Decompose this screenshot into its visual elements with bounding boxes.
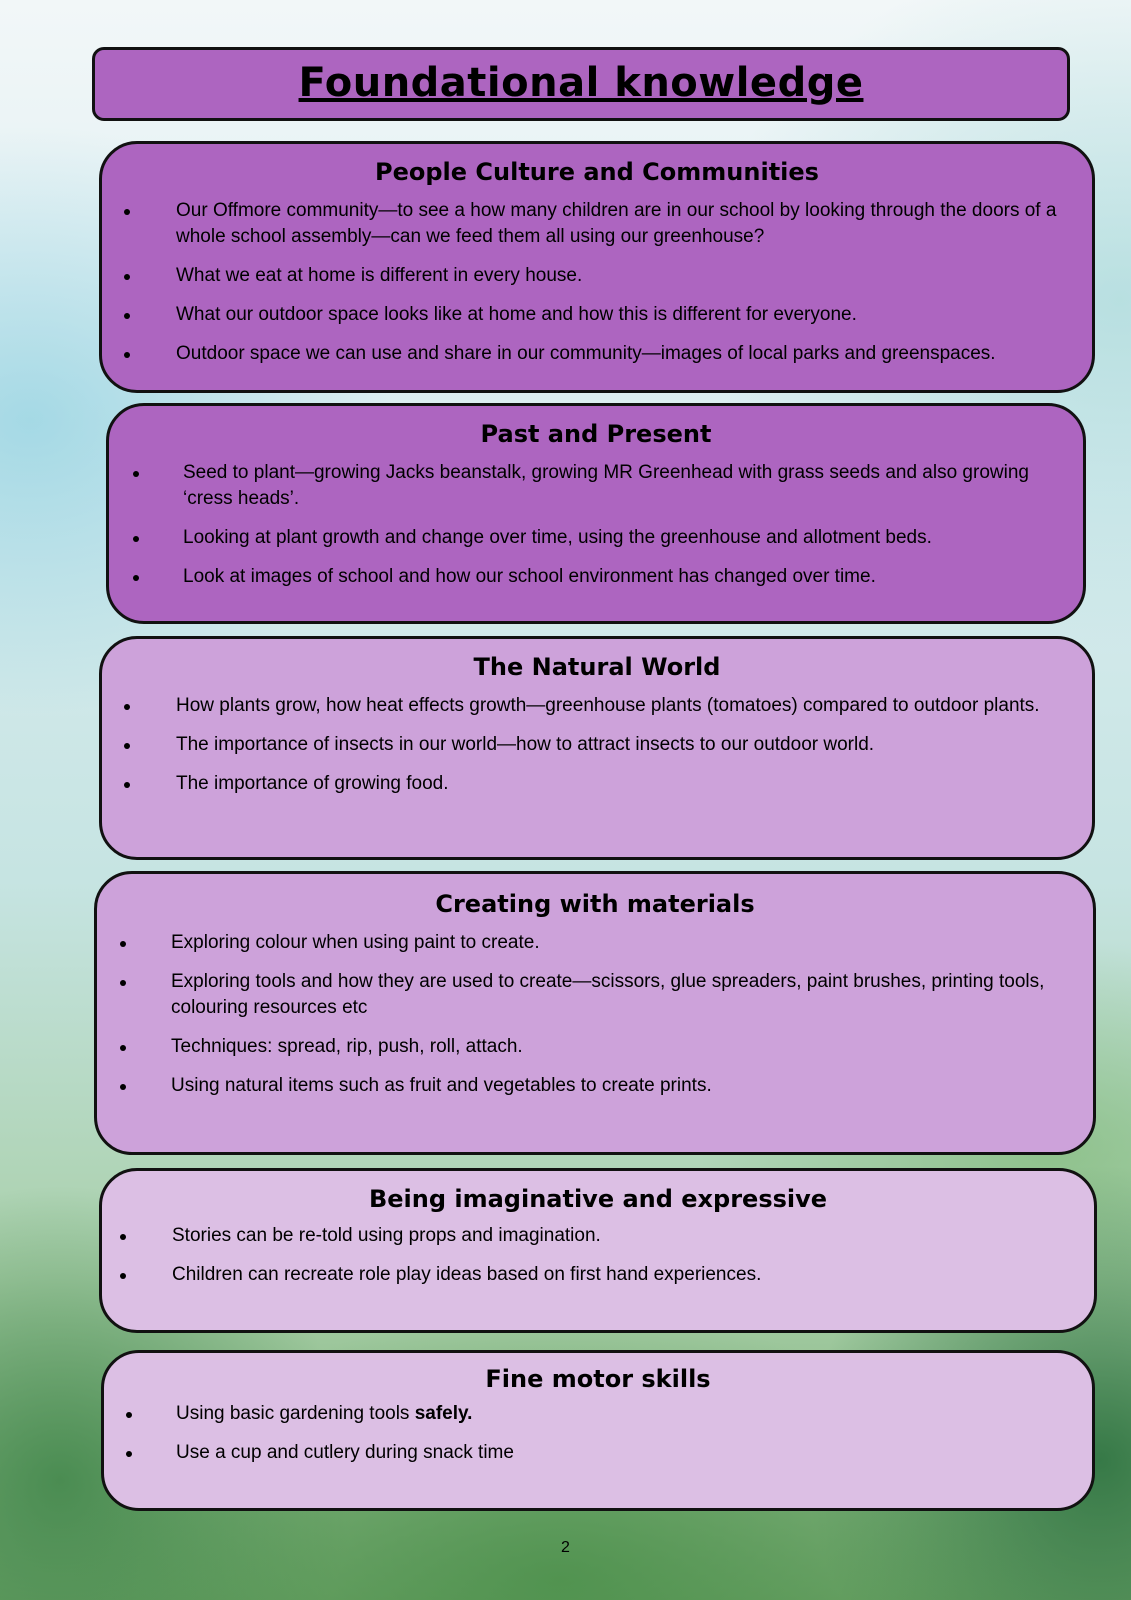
list-item: Techniques: spread, rip, push, roll, attach.	[171, 1034, 1063, 1060]
list-item: The importance of growing food.	[176, 771, 1062, 797]
list-item: Look at images of school and how our school environment has changed over time.	[183, 564, 1053, 590]
section-heading: Past and Present	[480, 420, 712, 448]
page-number: 2	[561, 1539, 570, 1556]
page-title: Foundational knowledge	[298, 60, 864, 106]
section-people-culture	[99, 141, 1095, 393]
list-item: Exploring tools and how they are used to create—scissors, glue spreaders, paint brushes, printing tools, colouring resources etc	[171, 969, 1063, 1021]
bullet-list	[176, 1401, 1062, 1466]
emphasis-text: safely.	[414, 1403, 473, 1424]
section-creating-materials	[94, 871, 1096, 1155]
section-heading: Being imaginative and expressive	[368, 1185, 828, 1213]
section-fine-motor	[101, 1350, 1095, 1511]
title-banner	[92, 47, 1070, 121]
bullet-list	[183, 460, 1053, 590]
section-heading: Fine motor skills	[485, 1365, 711, 1393]
list-item: Stories can be re-told using props and imagination.	[172, 1223, 1064, 1249]
list-item: Seed to plant—growing Jacks beanstalk, growing MR Greenhead with grass seeds and also growing ‘cress heads’.	[183, 460, 1053, 512]
section-heading: The Natural World	[473, 653, 721, 681]
list-item: The importance of insects in our world—how to attract insects to our outdoor world.	[176, 732, 1062, 758]
list-item: Outdoor space we can use and share in our community—images of local parks and greenspaces.	[176, 341, 1062, 367]
list-item: What we eat at home is different in every house.	[176, 263, 1062, 289]
list-item: Children can recreate role play ideas based on first hand experiences.	[172, 1262, 1064, 1288]
list-item: What our outdoor space looks like at home and how this is different for everyone.	[176, 302, 1062, 328]
list-item: Looking at plant growth and change over time, using the greenhouse and allotment beds.	[183, 525, 1053, 551]
section-heading: Creating with materials	[435, 890, 755, 918]
bullet-list	[176, 198, 1062, 367]
list-item: Our Offmore community—to see a how many children are in our school by looking through the doors of a whole school assembly—can we feed them all using our greenhouse?	[176, 198, 1062, 250]
section-imaginative-expressive	[99, 1168, 1097, 1333]
section-natural-world	[99, 636, 1095, 860]
bullet-list	[171, 930, 1063, 1099]
list-item: Use a cup and cutlery during snack time	[176, 1440, 1062, 1466]
list-item: Exploring colour when using paint to create.	[171, 930, 1063, 956]
bullet-list	[172, 1223, 1064, 1288]
list-item: Using natural items such as fruit and vegetables to create prints.	[171, 1073, 1063, 1099]
section-heading: People Culture and Communities	[375, 158, 819, 186]
section-past-present	[106, 403, 1086, 624]
list-item: How plants grow, how heat effects growth—greenhouse plants (tomatoes) compared to outdoor plants.	[176, 693, 1062, 719]
bullet-list	[176, 693, 1062, 797]
list-item: Using basic gardening tools safely.	[176, 1401, 1062, 1427]
